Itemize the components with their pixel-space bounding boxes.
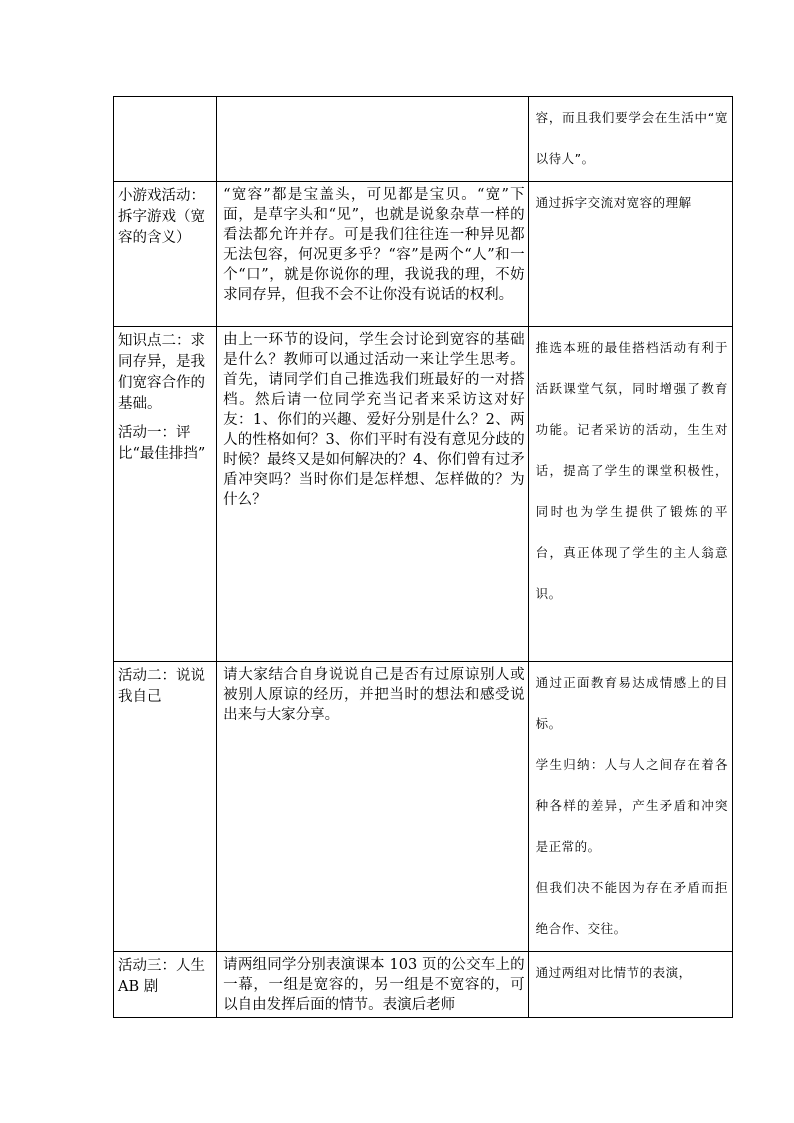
intent-text: 但我们决不能因为存在矛盾而拒绝合作、交往。 (535, 880, 728, 936)
table-row (114, 327, 733, 662)
activity-cell (114, 952, 217, 1018)
activity-title: 活动一：评比“最佳排挡” (118, 425, 206, 462)
table-row (114, 97, 733, 182)
procedure-cell (217, 182, 529, 327)
activity-title: 活动三：人生 AB 剧 (118, 958, 205, 995)
intent-text: 学生归纳：人与人之间存在着各种各样的差异，产生矛盾和冲突是正常的。 (535, 757, 728, 854)
intent-text: 推选本班的最佳搭档活动有利于活跃课堂气氛，同时增强了教育功能。记者采访的活动，生生对话，提高了学生的课堂积极性，同时也为学生提供了锻炼的平台，真正体现了学生的主人翁意识。 (535, 340, 728, 601)
table-row (114, 182, 733, 327)
activity-cell (114, 327, 217, 662)
activity-cell (114, 662, 217, 952)
intent-text: 通过拆字交流对宽容的理解 (535, 195, 692, 210)
procedure-cell (217, 952, 529, 1018)
intent-cell (528, 327, 732, 662)
activity-cell (114, 182, 217, 327)
intent-text: 容，而且我们要学会在生活中“宽以待人”。 (535, 110, 728, 166)
intent-cell (528, 97, 732, 182)
procedure-text: 请大家结合自身说说自己是否有过原谅别人或被别人原谅的经历，并把当时的想法和感受说出来与大家分享。 (223, 667, 525, 723)
table-row (114, 952, 733, 1018)
procedure-text: 请两组同学分别表演课本 103 页的公交车上的一幕，一组是宽容的，另一组是不宽容的，可以自由发挥后面的情节。表演后老师 (223, 957, 525, 1013)
intent-cell (528, 662, 732, 952)
lesson-plan-table (113, 96, 733, 1018)
procedure-text: 由上一环节的设问，学生会讨论到宽容的基础是什么？教师可以通过活动一来让学生思考。首先，请同学们自己推选我们班最好的一对搭档。然后请一位同学充当记者来采访这对好友：1、你们的兴趣、爱好分别是什么？2、两人的性格如何？3、你们平时有没有意见分歧的时候？最终又是如何解决的？4、你们曾有过矛盾冲突吗？当时你们是怎样想、怎样做的？为什么？ (223, 332, 525, 508)
intent-cell (528, 952, 732, 1018)
intent-cell (528, 182, 732, 327)
intent-text: 通过正面教育易达成情感上的目标。 (535, 675, 728, 731)
procedure-cell (217, 97, 529, 182)
knowledge-point-title: 知识点二：求同存异，是我们宽容合作的基础。 (118, 333, 205, 412)
procedure-cell (217, 662, 529, 952)
table-row (114, 662, 733, 952)
procedure-text: “宽容”都是宝盖头，可见都是宝贝。“宽”下面，是草字头和“见”，也就是说象杂草一样的看法都允许并存。可是我们往往连一种异见都无法包容，何况更多乎？“容”是两个“人”和一个“口”，就是你说你的理，我说我的理，不妨求同存异，但我不会不让你没有说话的权利。 (223, 187, 525, 303)
intent-text: 通过两组对比情节的表演， (535, 965, 692, 980)
activity-title: 活动二：说说我自己 (118, 668, 205, 705)
activity-title: 小游戏活动：拆字游戏（宽容的含义） (118, 188, 205, 246)
activity-cell (114, 97, 217, 182)
procedure-cell (217, 327, 529, 662)
